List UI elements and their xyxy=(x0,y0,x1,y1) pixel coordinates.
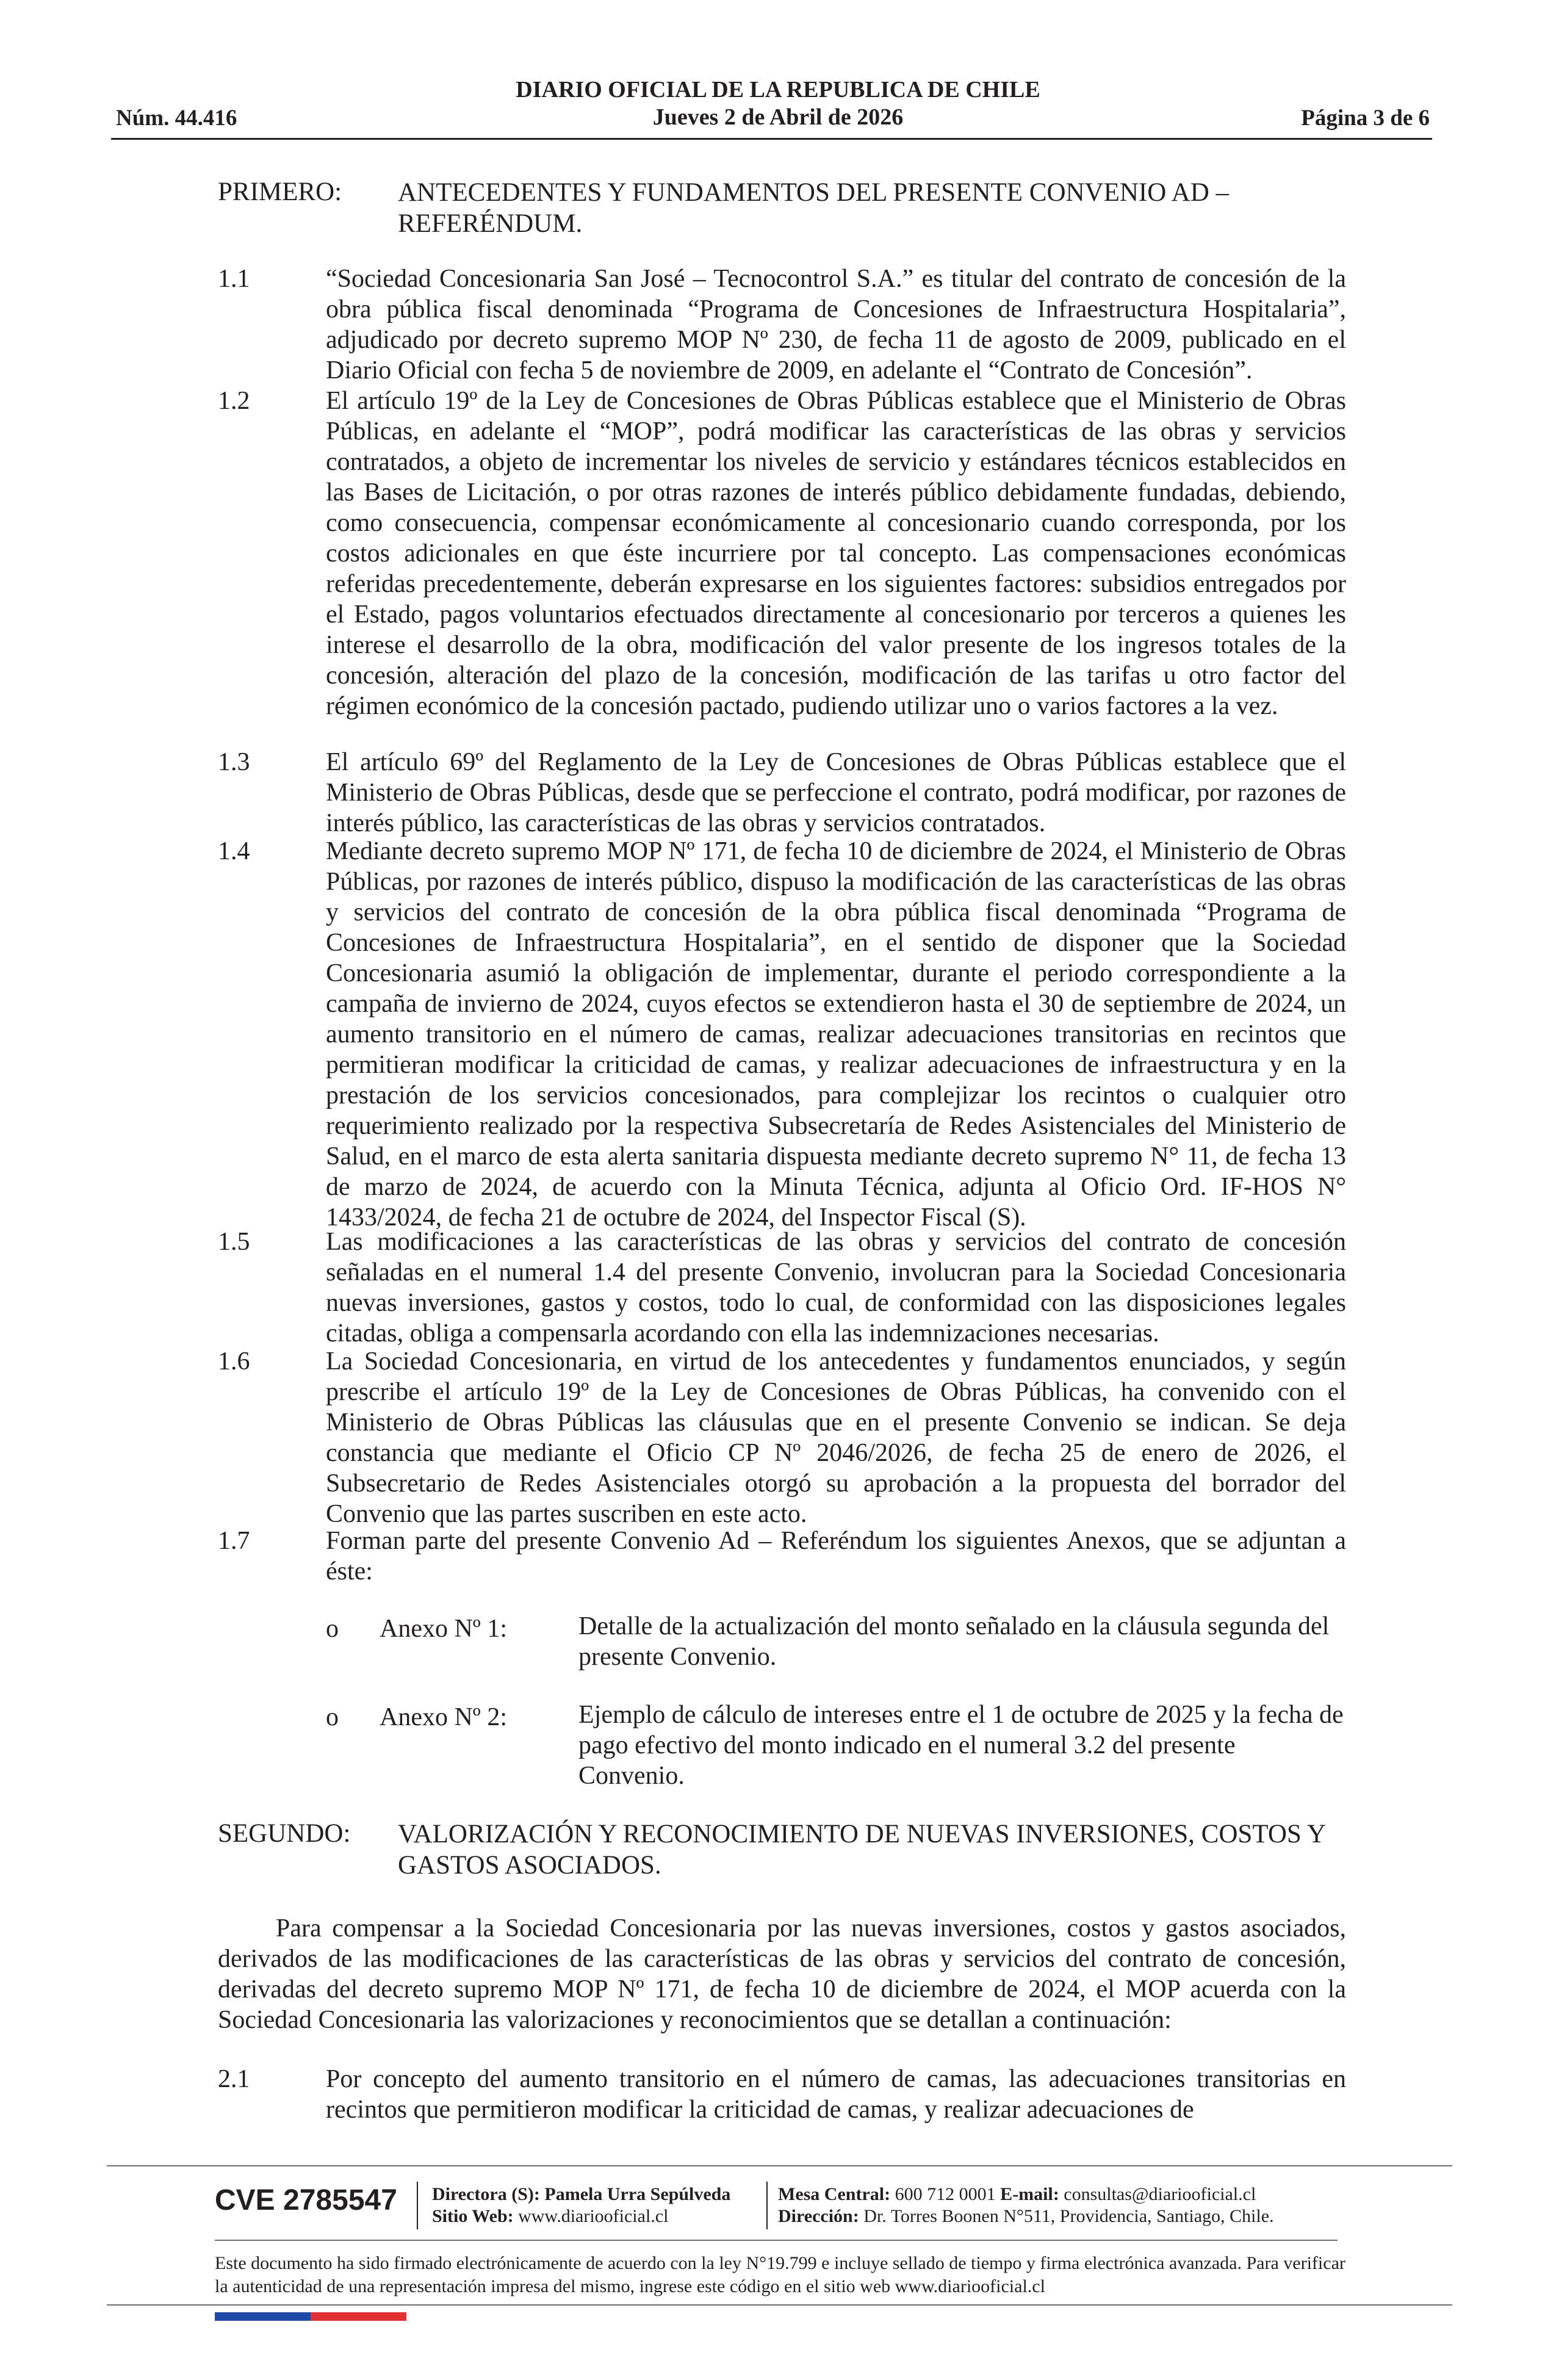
flag-stripe-red xyxy=(311,2312,406,2321)
email-link[interactable]: consultas@diariooficial.cl xyxy=(1064,2184,1256,2204)
annex-bullet: o xyxy=(326,1615,339,1643)
annex-label: Anexo Nº 2: xyxy=(380,1703,507,1731)
footer-director-block xyxy=(432,2183,730,2227)
publication-title: DIARIO OFICIAL DE LA REPUBLICA DE CHILE xyxy=(516,77,1040,103)
item-number: 2.1 xyxy=(218,2065,250,2093)
item-text: La Sociedad Concesionaria, en virtud de los antecedentes y fundamentos enunciados, y según prescribe el artículo 19º de la Ley de Concesiones de Obras Públicas, ha convenido con el Ministerio de Obras Públicas las cláusulas que en el presente Convenio se indican. Se deja constancia que mediante el Oficio CP Nº 2046/2026, de fecha 25 de enero de 2026, el Subsecretario de Redes Asistenciales otorgó su aprobación a la propuesta del borrador del Convenio que las partes suscriben en este acto. xyxy=(326,1347,1346,1528)
footer-divider xyxy=(107,2165,1452,2166)
footer-separator xyxy=(766,2182,768,2229)
item-number: 1.2 xyxy=(218,387,250,415)
item-text: “Sociedad Concesionaria San José – Tecnocontrol S.A.” es titular del contrato de concesión de la obra pública fiscal denominada “Programa de Concesiones de Infraestructura Hospitalaria”, adjudicado por decreto supremo MOP Nº 230, de fecha 11 de agosto de 2009, publicado en el Diario Oficial con fecha 5 de noviembre de 2009, en adelante el “Contrato de Concesión”. xyxy=(326,265,1346,384)
web-link[interactable]: www.diariooficial.cl xyxy=(518,2206,669,2226)
item-number: 1.5 xyxy=(218,1228,250,1256)
phone-label: Mesa Central: xyxy=(778,2184,891,2204)
footer-divider xyxy=(107,2304,1452,2306)
item-number: 1.4 xyxy=(218,837,250,865)
director-label: Directora (S): xyxy=(432,2184,540,2204)
issue-number: Núm. 44.416 xyxy=(116,106,237,131)
item-text: Forman parte del presente Convenio Ad – Referéndum los siguientes Anexos, que se adjuntan a éste: xyxy=(326,1527,1346,1585)
director-name: Pamela Urra Sepúlveda xyxy=(544,2184,731,2204)
cve-code: CVE 2785547 xyxy=(215,2184,397,2216)
section-2-intro: Para compensar a la Sociedad Concesionaria por las nuevas inversiones, costos y gastos asociados, derivados de las modificaciones de las características de las obras y servicios del contrato de concesión, derivadas del decreto supremo MOP Nº 171, de fecha 10 de diciembre de 2024, el MOP acuerda con la Sociedad Concesionaria las valorizaciones y reconocimientos que se detallan a continuación: xyxy=(218,1914,1346,2034)
item-text: Mediante decreto supremo MOP Nº 171, de fecha 10 de diciembre de 2024, el Ministerio de Obras Públicas, por razones de interés público, dispuso la modificación de las características de las obras y servicios del contrato de concesión de la obra pública fiscal denominada “Programa de Concesiones de Infraestructura Hospitalaria”, en el sentido de disponer que la Sociedad Concesionaria asumió la obligación de implementar, durante el periodo correspondiente a la campaña de invierno de 2024, cuyos efectos se extendieron hasta el 30 de septiembre de 2024, un aumento transitorio en el número de camas, realizar adecuaciones transitorias en recintos que permitieran modificar la criticidad de camas, y realizar adecuaciones de infraestructura y en la prestación de los servicios concesionados, para complejizar los recintos o cualquier otro requerimiento realizado por la respectiva Subsecretaría de Redes Asistenciales del Ministerio de Salud, en el marco de esta alerta sanitaria dispuesta mediante decreto supremo N° 11, de fecha 13 de marzo de 2024, de acuerdo con la Minuta Técnica, adjunta al Oficio Ord. IF-HOS N° 1433/2024, de fecha 21 de octubre de 2024, del Inspector Fiscal (S). xyxy=(326,837,1346,1231)
item-number: 1.1 xyxy=(218,265,250,293)
legal-notice: Este documento ha sido firmado electrónicamente de acuerdo con la ley N°19.799 e incluye sellado de tiempo y firma electrónica avanzada. Para verificar la autenticidad de una representación impresa del mismo, ingrese este código en el sitio web www.diariooficial.cl xyxy=(215,2253,1345,2296)
address-label: Dirección: xyxy=(778,2206,859,2226)
item-text: Por concepto del aumento transitorio en el número de camas, las adecuaciones transitorias en recintos que permitieron modificar la criticidad de camas, y realizar adecuaciones de xyxy=(326,2065,1346,2124)
header-divider xyxy=(111,138,1432,140)
item-text: El artículo 19º de la Ley de Concesiones de Obras Públicas establece que el Ministerio de Obras Públicas, en adelante el “MOP”, podrá modificar las características de las obras y servicios contratados, a objeto de incrementar los niveles de servicio y estándares técnicos establecidos en las Bases de Licitación, o por otras razones de interés público debidamente fundadas, debiendo, como consecuencia, compensar económicamente al concesionario cuando corresponda, por los costos adicionales en que éste incurriere por tal concepto. Las compensaciones económicas referidas precedentemente, deberán expresarse en los siguientes factores: subsidios entregados por el Estado, pagos voluntarios efectuados directamente al concesionario por terceros a quienes les interese el desarrollo de la obra, modificación del valor presente de los ingresos totales de la concesión, alteración del plazo de la concesión, modificación de las tarifas u otro factor del régimen económico de la concesión pactado, pudiendo utilizar uno o varios factores a la vez. xyxy=(326,387,1346,720)
item-number: 1.7 xyxy=(218,1527,250,1555)
publication-date: Jueves 2 de Abril de 2026 xyxy=(652,104,904,130)
item-text: Las modificaciones a las características de las obras y servicios del contrato de concesión señaladas en el numeral 1.4 del presente Convenio, involucran para la Sociedad Concesionaria nuevas inversiones, gastos y costos, todo lo cual, de conformidad con las disposiciones legales citadas, obliga a compensarla acordando con ella las indemnizaciones necesarias. xyxy=(326,1228,1346,1347)
section-1-label: PRIMERO: xyxy=(218,178,342,206)
phone-value: 600 712 0001 xyxy=(895,2184,996,2204)
flag-stripe-blue xyxy=(215,2312,311,2321)
section-1-title: ANTECEDENTES Y FUNDAMENTOS DEL PRESENTE CONVENIO AD – REFERÉNDUM. xyxy=(398,178,1230,238)
annex-text: Detalle de la actualización del monto señalado en la cláusula segunda del presente Convenio. xyxy=(578,1612,1330,1671)
section-2-title: VALORIZACIÓN Y RECONOCIMIENTO DE NUEVAS INVERSIONES, COSTOS Y GASTOS ASOCIADOS. xyxy=(398,1820,1325,1880)
address-value: Dr. Torres Boonen N°511, Providencia, Santiago, Chile. xyxy=(863,2206,1274,2226)
annex-text: Ejemplo de cálculo de intereses entre el 1 de octubre de 2025 y la fecha de pago efectivo del monto indicado en el numeral 3.2 del presente Convenio. xyxy=(578,1701,1344,1790)
footer-separator xyxy=(417,2182,418,2229)
item-number: 1.6 xyxy=(218,1347,250,1376)
annex-bullet: o xyxy=(326,1703,339,1731)
web-label: Sitio Web: xyxy=(432,2206,514,2226)
email-label: E-mail: xyxy=(1000,2184,1059,2204)
footer-divider xyxy=(215,2240,1338,2241)
item-text: El artículo 69º del Reglamento de la Ley de Concesiones de Obras Públicas establece que el Ministerio de Obras Públicas, desde que se perfeccione el contrato, podrá modificar, por razones de interés público, las características de las obras y servicios contratados. xyxy=(326,748,1346,837)
item-number: 1.3 xyxy=(218,748,250,776)
section-2-label: SEGUNDO: xyxy=(218,1819,351,1848)
page-number: Página 3 de 6 xyxy=(1301,106,1430,131)
footer-contact-block xyxy=(778,2183,1274,2227)
annex-label: Anexo Nº 1: xyxy=(380,1615,507,1643)
